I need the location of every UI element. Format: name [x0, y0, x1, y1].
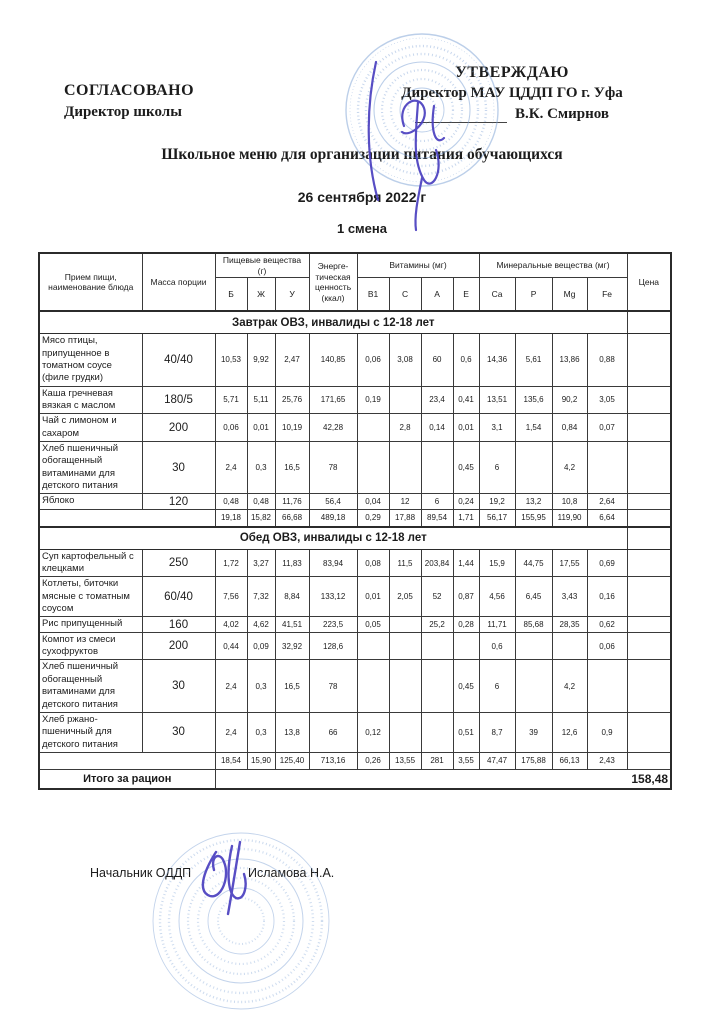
col-header-vitamins: Витамины (мг)	[357, 253, 479, 278]
col-header-fat: Ж	[247, 278, 275, 312]
totals-value-cell: 13,55	[389, 752, 421, 769]
value-cell: 56,4	[309, 494, 357, 509]
value-cell: 11,5	[389, 549, 421, 577]
portion-mass: 40/40	[142, 334, 215, 386]
col-header-fe: Fe	[587, 278, 627, 312]
value-cell: 3,1	[479, 414, 515, 442]
lunch-section	[39, 527, 671, 770]
value-cell: 2,4	[215, 660, 247, 712]
value-cell: 0,28	[453, 617, 479, 632]
approved-signer: В.К. Смирнов	[514, 106, 610, 122]
table-row	[39, 712, 671, 752]
value-cell	[515, 442, 552, 494]
value-cell: 3,27	[247, 549, 275, 577]
value-cell: 223,5	[309, 617, 357, 632]
price-cell	[627, 549, 671, 577]
col-header-nutrients: Пищевые вещества (г)	[215, 253, 309, 278]
totals-value-cell: 15,82	[247, 509, 275, 527]
value-cell	[421, 442, 453, 494]
value-cell: 23,4	[421, 386, 453, 414]
col-header-e: E	[453, 278, 479, 312]
value-cell: 135,6	[515, 386, 552, 414]
value-cell: 2,4	[215, 442, 247, 494]
handwritten-signature-bottom	[186, 836, 266, 926]
grand-total-label: Итого за рацион	[39, 769, 215, 789]
value-cell: 16,5	[275, 660, 309, 712]
agreed-title: СОГЛАСОВАНО	[64, 82, 195, 99]
section-header-row	[39, 311, 671, 334]
dish-name: Хлеб пшеничный обогащенный витаминами для детского питания	[39, 660, 142, 712]
portion-mass: 200	[142, 632, 215, 660]
dish-name: Мясо птицы, припущенное в томатном соусе (филе грудки)	[39, 334, 142, 386]
value-cell	[357, 414, 389, 442]
totals-spacer	[39, 752, 215, 769]
value-cell: 6	[479, 660, 515, 712]
value-cell: 41,51	[275, 617, 309, 632]
value-cell: 78	[309, 442, 357, 494]
table-row	[39, 334, 671, 386]
col-header-mg: Mg	[552, 278, 587, 312]
portion-mass: 30	[142, 712, 215, 752]
totals-value-cell: 66,68	[275, 509, 309, 527]
value-cell: 1,44	[453, 549, 479, 577]
value-cell: 52	[421, 577, 453, 617]
value-cell: 0,07	[587, 414, 627, 442]
value-cell: 10,53	[215, 334, 247, 386]
section-title: Обед ОВЗ, инвалиды с 12-18 лет	[39, 527, 627, 550]
value-cell: 0,48	[215, 494, 247, 509]
portion-mass: 30	[142, 660, 215, 712]
totals-value-cell: 281	[421, 752, 453, 769]
value-cell: 0,41	[453, 386, 479, 414]
totals-value-cell: 56,17	[479, 509, 515, 527]
price-cell	[627, 442, 671, 494]
value-cell: 0,14	[421, 414, 453, 442]
approved-block	[362, 64, 662, 123]
shift-label: 1 смена	[336, 221, 387, 236]
table-row	[39, 386, 671, 414]
dish-name: Хлеб пшеничный обогащенный витаминами для детского питания	[39, 442, 142, 494]
value-cell: 0,01	[247, 414, 275, 442]
col-header-mass: Масса порции	[142, 253, 215, 311]
value-cell	[515, 660, 552, 712]
value-cell: 0,84	[552, 414, 587, 442]
value-cell: 2,64	[587, 494, 627, 509]
value-cell: 4,2	[552, 442, 587, 494]
agreed-block	[64, 82, 194, 121]
table-row	[39, 617, 671, 632]
value-cell: 0,16	[587, 577, 627, 617]
value-cell: 0,06	[357, 334, 389, 386]
value-cell: 90,2	[552, 386, 587, 414]
value-cell: 11,76	[275, 494, 309, 509]
value-cell: 5,11	[247, 386, 275, 414]
price-cell	[627, 494, 671, 509]
col-header-meal: Прием пищи, наименование блюда	[39, 253, 142, 311]
totals-value-cell: 0,29	[357, 509, 389, 527]
value-cell: 0,06	[587, 632, 627, 660]
table-row	[39, 414, 671, 442]
value-cell: 2,8	[389, 414, 421, 442]
value-cell: 66	[309, 712, 357, 752]
totals-value-cell: 489,18	[309, 509, 357, 527]
table-row	[39, 632, 671, 660]
col-header-ca: Ca	[479, 278, 515, 312]
value-cell	[389, 712, 421, 752]
value-cell: 0,88	[587, 334, 627, 386]
totals-value-cell: 125,40	[275, 752, 309, 769]
value-cell: 17,55	[552, 549, 587, 577]
value-cell: 10,19	[275, 414, 309, 442]
portion-mass: 30	[142, 442, 215, 494]
value-cell: 3,05	[587, 386, 627, 414]
totals-value-cell: 119,90	[552, 509, 587, 527]
price-cell	[627, 712, 671, 752]
official-stamp-bottom	[148, 828, 334, 1014]
dish-name: Каша гречневая вязкая с маслом	[39, 386, 142, 414]
value-cell: 0,44	[215, 632, 247, 660]
value-cell: 5,61	[515, 334, 552, 386]
totals-value-cell: 713,16	[309, 752, 357, 769]
section-title: Завтрак ОВЗ, инвалиды с 12-18 лет	[39, 311, 627, 334]
value-cell: 0,01	[357, 577, 389, 617]
value-cell	[357, 442, 389, 494]
table-row	[39, 577, 671, 617]
totals-spacer	[39, 509, 215, 527]
value-cell: 13,2	[515, 494, 552, 509]
value-cell: 171,65	[309, 386, 357, 414]
value-cell: 2,05	[389, 577, 421, 617]
totals-value-cell: 2,43	[587, 752, 627, 769]
approved-subtitle: Директор МАУ ЦДДП ГО г. Уфа	[401, 85, 623, 101]
price-cell	[627, 660, 671, 712]
value-cell: 85,68	[515, 617, 552, 632]
value-cell: 13,8	[275, 712, 309, 752]
value-cell	[421, 632, 453, 660]
value-cell: 0,3	[247, 660, 275, 712]
value-cell: 0,62	[587, 617, 627, 632]
value-cell: 0,05	[357, 617, 389, 632]
dish-name: Рис припущенный	[39, 617, 142, 632]
value-cell: 11,71	[479, 617, 515, 632]
col-header-c: C	[389, 278, 421, 312]
totals-value-cell: 0,26	[357, 752, 389, 769]
totals-value-cell: 18,54	[215, 752, 247, 769]
value-cell: 19,2	[479, 494, 515, 509]
approved-title: УТВЕРЖДАЮ	[455, 64, 569, 81]
value-cell: 10,8	[552, 494, 587, 509]
value-cell: 4,02	[215, 617, 247, 632]
portion-mass: 250	[142, 549, 215, 577]
section-totals-row	[39, 752, 671, 769]
value-cell	[357, 660, 389, 712]
table-row	[39, 549, 671, 577]
value-cell: 0,24	[453, 494, 479, 509]
price-cell	[627, 414, 671, 442]
document-title: Школьное меню для организации питания обучающихся	[161, 146, 563, 163]
value-cell	[515, 632, 552, 660]
value-cell: 13,51	[479, 386, 515, 414]
value-cell	[587, 442, 627, 494]
value-cell: 0,6	[479, 632, 515, 660]
price-cell	[627, 577, 671, 617]
value-cell: 4,2	[552, 660, 587, 712]
document-date: 26 сентября 2022 г	[297, 189, 427, 205]
totals-value-cell: 47,47	[479, 752, 515, 769]
value-cell: 0,45	[453, 660, 479, 712]
value-cell: 25,2	[421, 617, 453, 632]
value-cell	[389, 617, 421, 632]
value-cell: 0,3	[247, 712, 275, 752]
value-cell: 83,94	[309, 549, 357, 577]
dish-name: Компот из смеси сухофруктов	[39, 632, 142, 660]
value-cell: 0,48	[247, 494, 275, 509]
dish-name: Чай с лимоном и сахаром	[39, 414, 142, 442]
value-cell	[552, 632, 587, 660]
dish-name: Яблоко	[39, 494, 142, 509]
value-cell: 0,87	[453, 577, 479, 617]
col-header-energy: Энерге-тическая ценность (ккал)	[309, 253, 357, 311]
totals-value-cell: 175,88	[515, 752, 552, 769]
value-cell: 133,12	[309, 577, 357, 617]
value-cell: 39	[515, 712, 552, 752]
value-cell: 0,12	[357, 712, 389, 752]
value-cell: 12	[389, 494, 421, 509]
section-title-price-cell	[627, 311, 671, 334]
value-cell: 203,84	[421, 549, 453, 577]
value-cell: 12,6	[552, 712, 587, 752]
value-cell	[357, 632, 389, 660]
value-cell: 0,08	[357, 549, 389, 577]
value-cell: 25,76	[275, 386, 309, 414]
table-header	[39, 253, 671, 311]
dish-name: Хлеб ржано-пшеничный для детского питания	[39, 712, 142, 752]
totals-value-cell: 17,88	[389, 509, 421, 527]
table-row	[39, 660, 671, 712]
value-cell: 13,86	[552, 334, 587, 386]
value-cell: 5,71	[215, 386, 247, 414]
totals-price-cell	[627, 752, 671, 769]
value-cell: 6	[479, 442, 515, 494]
value-cell	[421, 660, 453, 712]
value-cell	[389, 632, 421, 660]
value-cell: 32,92	[275, 632, 309, 660]
price-cell	[627, 632, 671, 660]
value-cell	[389, 386, 421, 414]
value-cell: 3,43	[552, 577, 587, 617]
value-cell: 11,83	[275, 549, 309, 577]
value-cell: 60	[421, 334, 453, 386]
value-cell: 9,92	[247, 334, 275, 386]
totals-value-cell: 15,90	[247, 752, 275, 769]
value-cell: 0,45	[453, 442, 479, 494]
dish-name: Котлеты, биточки мясные с томатным соусом	[39, 577, 142, 617]
col-header-b1: B1	[357, 278, 389, 312]
value-cell: 7,32	[247, 577, 275, 617]
value-cell: 0,01	[453, 414, 479, 442]
portion-mass: 60/40	[142, 577, 215, 617]
value-cell: 78	[309, 660, 357, 712]
col-header-p: P	[515, 278, 552, 312]
value-cell: 0,19	[357, 386, 389, 414]
col-header-price: Цена	[627, 253, 671, 311]
value-cell: 7,56	[215, 577, 247, 617]
value-cell: 2,4	[215, 712, 247, 752]
section-totals-row	[39, 509, 671, 527]
totals-value-cell: 89,54	[421, 509, 453, 527]
breakfast-section	[39, 311, 671, 526]
value-cell: 4,62	[247, 617, 275, 632]
value-cell: 44,75	[515, 549, 552, 577]
value-cell: 0,51	[453, 712, 479, 752]
value-cell: 0,69	[587, 549, 627, 577]
value-cell: 0,04	[357, 494, 389, 509]
value-cell: 140,85	[309, 334, 357, 386]
table-footer	[39, 769, 671, 789]
value-cell	[587, 660, 627, 712]
table-row	[39, 494, 671, 509]
table-row	[39, 442, 671, 494]
signature-line	[415, 108, 507, 123]
grand-total-row	[39, 769, 671, 789]
portion-mass: 160	[142, 617, 215, 632]
section-title-price-cell	[627, 527, 671, 550]
dish-name: Суп картофельный с клецками	[39, 549, 142, 577]
totals-value-cell: 19,18	[215, 509, 247, 527]
value-cell	[389, 660, 421, 712]
value-cell: 2,47	[275, 334, 309, 386]
value-cell	[389, 442, 421, 494]
totals-price-cell	[627, 509, 671, 527]
value-cell: 0,06	[215, 414, 247, 442]
totals-value-cell: 66,13	[552, 752, 587, 769]
value-cell: 0,09	[247, 632, 275, 660]
value-cell: 6,45	[515, 577, 552, 617]
value-cell	[421, 712, 453, 752]
price-cell	[627, 617, 671, 632]
totals-value-cell: 155,95	[515, 509, 552, 527]
value-cell: 0,6	[453, 334, 479, 386]
value-cell: 3,08	[389, 334, 421, 386]
price-cell	[627, 334, 671, 386]
value-cell: 16,5	[275, 442, 309, 494]
col-header-protein: Б	[215, 278, 247, 312]
value-cell: 1,72	[215, 549, 247, 577]
value-cell: 15,9	[479, 549, 515, 577]
menu-table	[38, 252, 672, 790]
value-cell: 1,54	[515, 414, 552, 442]
col-header-a: A	[421, 278, 453, 312]
value-cell: 8,84	[275, 577, 309, 617]
portion-mass: 120	[142, 494, 215, 509]
totals-value-cell: 1,71	[453, 509, 479, 527]
value-cell: 8,7	[479, 712, 515, 752]
agreed-subtitle: Директор школы	[64, 104, 182, 120]
section-header-row	[39, 527, 671, 550]
value-cell: 0,3	[247, 442, 275, 494]
totals-value-cell: 6,64	[587, 509, 627, 527]
value-cell: 0,9	[587, 712, 627, 752]
grand-total-value: 158,48	[215, 769, 671, 789]
value-cell: 6	[421, 494, 453, 509]
value-cell: 128,6	[309, 632, 357, 660]
value-cell: 42,28	[309, 414, 357, 442]
signoff-name: Исламова Н.А.	[248, 866, 335, 880]
value-cell: 28,35	[552, 617, 587, 632]
value-cell: 4,56	[479, 577, 515, 617]
value-cell	[453, 632, 479, 660]
portion-mass: 200	[142, 414, 215, 442]
col-header-carbs: У	[275, 278, 309, 312]
price-cell	[627, 386, 671, 414]
value-cell: 14,36	[479, 334, 515, 386]
portion-mass: 180/5	[142, 386, 215, 414]
col-header-minerals: Минеральные вещества (мг)	[479, 253, 627, 278]
totals-value-cell: 3,55	[453, 752, 479, 769]
signoff-position: Начальник ОДДП	[90, 866, 192, 880]
